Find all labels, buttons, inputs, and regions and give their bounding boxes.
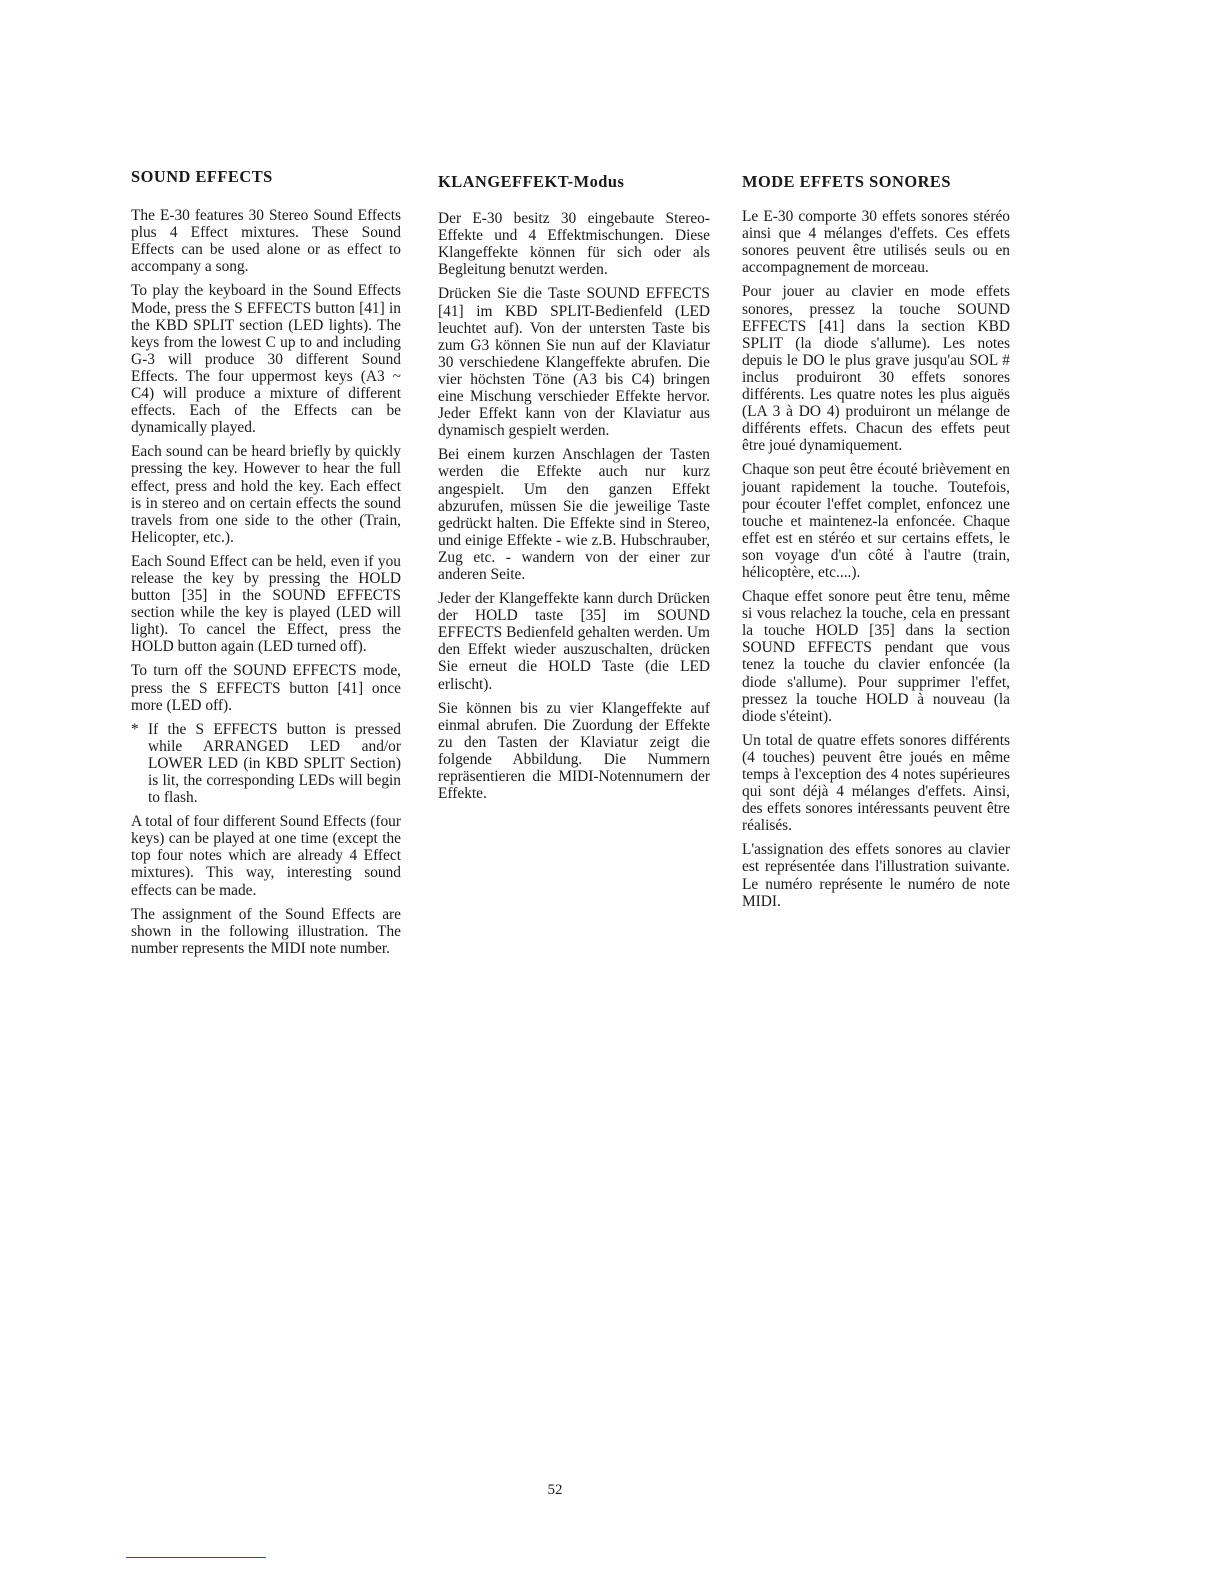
footer-rule — [126, 1557, 266, 1558]
german-paragraph-4: Jeder der Klangeffekte kann durch Drücken der HOLD taste [35] im SOUND EFFECTS Bedienfeld gehalten werden. Um den Effekt wieder auszuschalten, drücken Sie erneut die HOLD Taste (die LED erlischt). — [438, 590, 710, 693]
english-heading: SOUND EFFECTS — [131, 167, 273, 186]
french-paragraph-4: Chaque effet sonore peut être tenu, même si vous relachez la touche, cela en pressant la touche HOLD [35] dans la section SOUND EFFECTS pendant que vous tenez la touche du clavier enfoncée (la diode s'allume). Pour supprimer l'effet, pressez la touche HOLD à nouveau (la diode s'éteint). — [742, 588, 1010, 725]
english-paragraph-6: A total of four different Sound Effects (four keys) can be played at one time (except the top four notes which are already 4 Effect mixtures). This way, interesting sound effects can be made. — [131, 813, 401, 899]
english-paragraph-4: Each Sound Effect can be held, even if you release the key by pressing the HOLD button [35] in the SOUND EFFECTS section while the key is played (LED will light). To cancel the Effect, press the HOLD button again (LED turned off). — [131, 552, 401, 656]
french-paragraph-6: L'assignation des effets sonores au clavier est représentée dans l'illustration suivante. Le numéro représente le numéro de note MIDI. — [742, 841, 1010, 910]
english-paragraph-3: Each sound can be heard briefly by quickly pressing the key. However to hear the full effect, press and hold the key. Each effect is in stereo and on certain effects the sound travels from one side to the other (Train, Helicopter, etc.). — [131, 443, 401, 546]
german-paragraph-2: Drücken Sie die Taste SOUND EFFECTS [41] im KBD SPLIT-Bedienfeld (LED leuchtet auf). Von der untersten Taste bis zum G3 können Sie nun auf der Klaviatur 30 verschiedene Klangeffekte abrufen. Die vier höchsten Töne (A3 bis C4) bringen eine Mischung verschieder Effekte hervor. Jeder Effekt kann von der Klaviatur aus dynamisch gespielt werden. — [438, 285, 710, 440]
english-paragraph-2: To play the keyboard in the Sound Effects Mode, press the S EFFECTS button [41] in the KBD SPLIT section (LED lights). The keys from the lowest C up to and including G-3 will produce 30 different Sound Effects. The four uppermost keys (A3 ~ C4) will produce a mixture of different effects. Each of the Effects can be dynamically played. — [131, 282, 401, 437]
french-heading: MODE EFFETS SONORES — [742, 172, 951, 191]
german-column — [438, 173, 710, 809]
german-paragraph-1: Der E-30 besitz 30 eingebaute Stereo-Effekte und 4 Effektmischungen. Diese Klangeffekte können für sich oder als Begleitung benutzt werden. — [438, 210, 710, 279]
english-paragraph-1: The E-30 features 30 Stereo Sound Effects plus 4 Effect mixtures. These Sound Effects can be used alone or as effect to accompany a song. — [131, 207, 401, 276]
english-paragraph-5: To turn off the SOUND EFFECTS mode, press the S EFFECTS button [41] once more (LED off). — [131, 662, 401, 714]
french-paragraph-2: Pour jouer au clavier en mode effets sonores, pressez la touche SOUND EFFECTS [41] dans la section KBD SPLIT (la diode s'allume). Les notes depuis le DO le plus grave jusqu'au SOL # inclus produiront 30 effets sonores différents. Les quatre notes les plus aiguës (LA 3 à DO 4) produiront un mélange de différents effets. Chacun des effets peut être joué dynamiquement. — [742, 283, 1010, 455]
page-number: 52 — [547, 1482, 563, 1498]
english-note-text: If the S EFFECTS button is pressed while ARRANGED LED and/or LOWER LED (in KBD SPLIT Section) is lit, the corresponding LEDs will begin to flash. — [148, 720, 401, 807]
french-paragraph-5: Un total de quatre effets sonores différents (4 touches) peuvent être joués en même temps à l'exception des 4 notes supérieures qui sont déjà 4 mélanges d'effets. Ainsi, des effets sonores intéressants peuvent être réalisés. — [742, 731, 1010, 835]
english-paragraph-7: The assignment of the Sound Effects are shown in the following illustration. The number represents the MIDI note number. — [131, 905, 401, 957]
german-heading: KLANGEFFEKT-Modus — [438, 172, 625, 191]
german-paragraph-5: Sie können bis zu vier Klangeffekte auf einmal abrufen. Die Zuordung der Effekte zu den Tasten der Klaviatur zeigt die folgende Abbildung. Die Nummern repräsentieren die MIDI-Notennumern der Effekte. — [438, 699, 710, 803]
french-paragraph-3: Chaque son peut être écouté brièvement en jouant rapidement la touche. Toutefois, pour écouter l'effet complet, enfoncez une touche et maintenez-la enfoncée. Chaque effet est en stéréo et sur certains effets, le son voyage d'un côté à l'autre (train, hélicoptère, etc....). — [742, 461, 1010, 581]
french-paragraph-1: Le E-30 comporte 30 effets sonores stéréo ainsi que 4 mélanges d'effets. Ces effets sonores peuvent être utilisés seuls ou en accompagnement de morceau. — [742, 208, 1010, 277]
french-column — [742, 173, 1010, 917]
english-note — [131, 721, 401, 806]
english-column — [131, 168, 401, 964]
german-paragraph-3: Bei einem kurzen Anschlagen der Tasten werden die Effekte auch nur kurz angespielt. Um den ganzen Effekt abzurufen, müssen Sie die jeweilige Taste gedrückt halten. Die Effekte sind in Stereo, und einige Effekte - wie z.B. Hubschrauber, Zug etc. - wandern von der einer zur anderen Seite. — [438, 446, 710, 583]
note-asterisk: * — [131, 720, 139, 738]
